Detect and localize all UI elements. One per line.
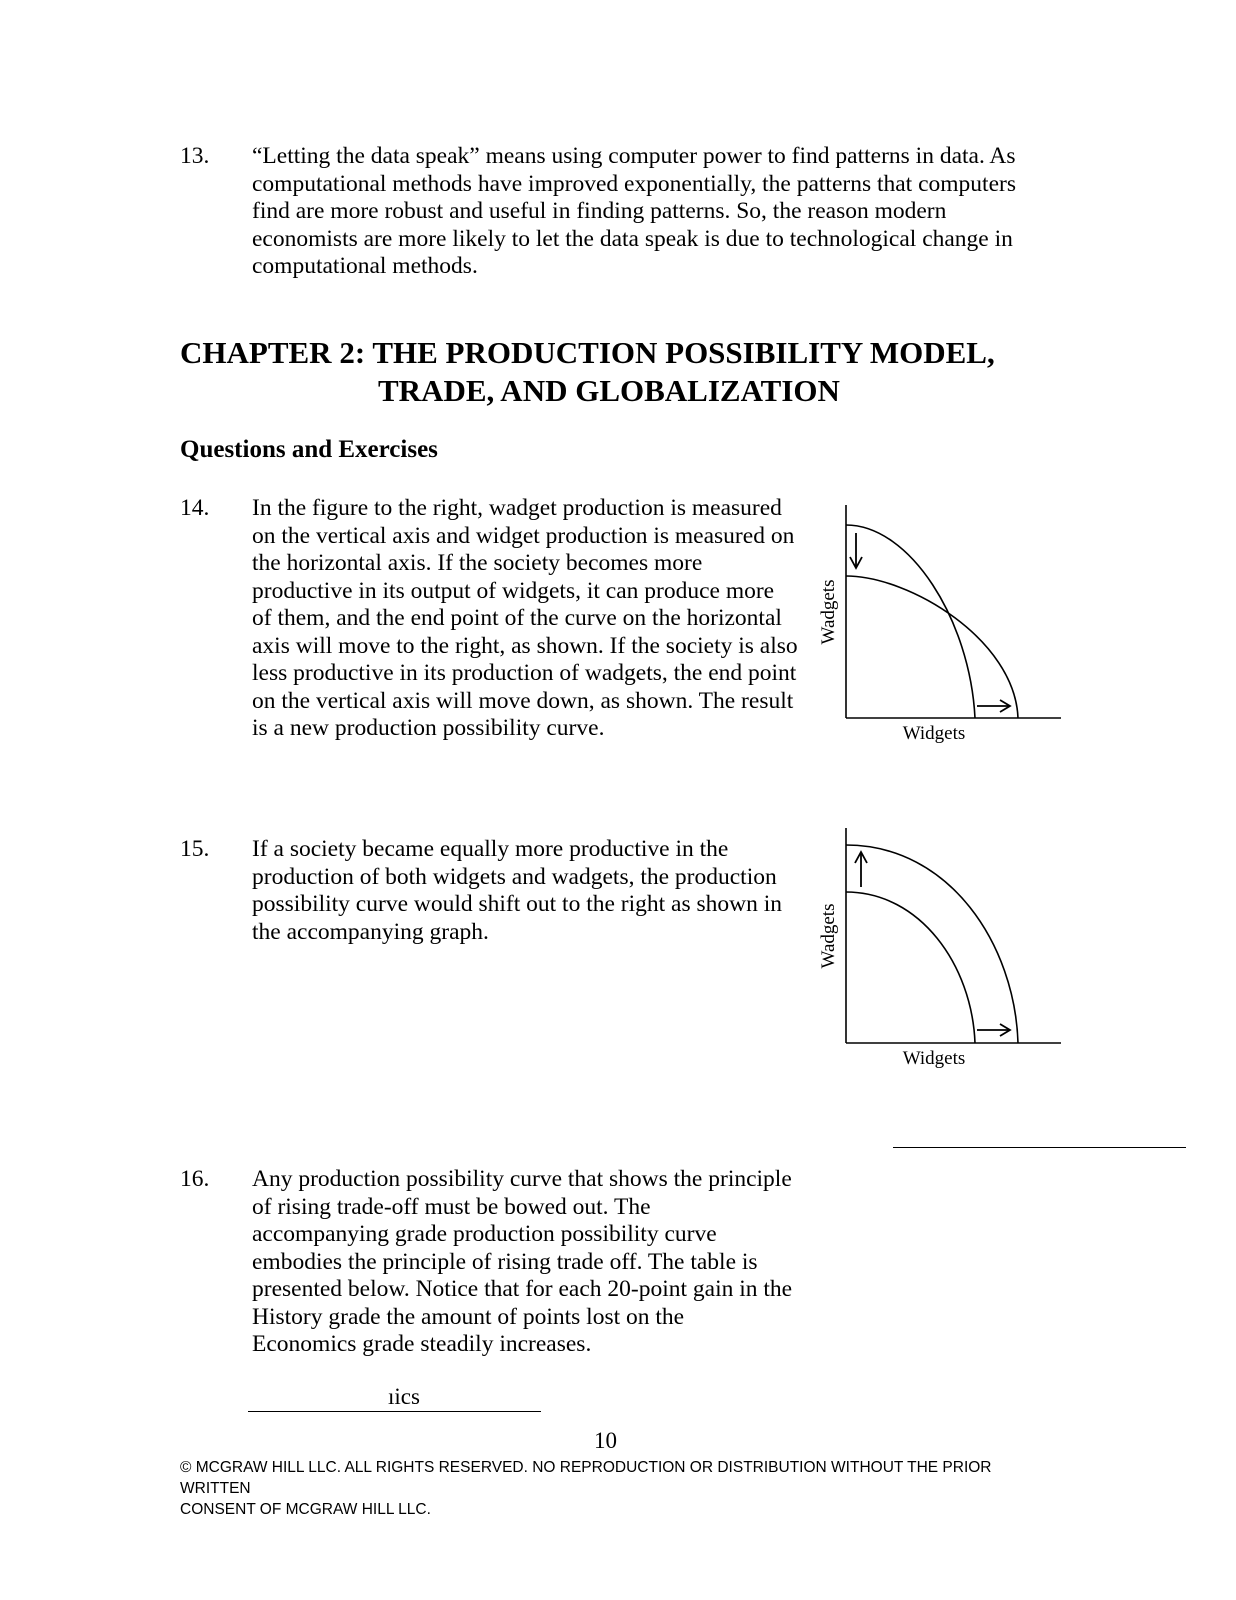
text-line: productive in its output of widgets, it can produce more — [252, 577, 775, 604]
question-number: 13. — [180, 143, 210, 169]
text-line: computational methods have improved exponentially, the patterns that computers — [252, 170, 1016, 197]
text-line: embodies the principle of rising trade off. The table is — [252, 1248, 758, 1275]
section-heading: Questions and Exercises — [180, 436, 438, 463]
text-line: the horizontal axis. If the society becomes more — [252, 550, 703, 576]
question-number: 16. — [180, 1166, 210, 1192]
text-line: of them, and the end point of the curve on the horizontal — [252, 605, 782, 631]
text-line: In the figure to the right, wadget production is measured — [252, 495, 782, 521]
text-line: presented below. Notice that for each 20-point gain in the — [252, 1276, 793, 1302]
text-line: possibility curve would shift out to the right as shown in — [252, 891, 783, 917]
chapter-title — [180, 334, 1030, 410]
text-line: is a new production possibility curve. — [252, 715, 605, 741]
y-axis-label: Wadgets — [818, 579, 839, 645]
copyright-footer — [180, 1457, 1050, 1520]
text-line: accompanying grade production possibility curve — [252, 1221, 717, 1247]
page-number: 10 — [594, 1428, 617, 1453]
question-number: 15. — [180, 836, 210, 862]
footer-line-2: CONSENT OF MCGRAW HILL LLC. — [180, 1501, 431, 1518]
ppc-figure-q14 — [810, 500, 1070, 750]
question-text — [252, 495, 798, 743]
question-text — [252, 836, 782, 946]
text-line: less productive in its production of wadgets, the end point — [252, 660, 797, 686]
up-arrow-icon — [855, 852, 867, 887]
divider-rule — [893, 1147, 1186, 1148]
question-text — [252, 143, 1016, 281]
right-arrow-icon — [977, 700, 1010, 712]
text-line: find are more robust and useful in finding patterns. So, the reason modern — [252, 198, 947, 224]
original-ppc-curve — [846, 525, 975, 718]
text-line: “Letting the data speak” means using computer power to find patterns in data. As — [252, 143, 1016, 169]
ppc-figure-q15 — [810, 825, 1070, 1075]
text-line: production of both widgets and wadgets, the production — [252, 863, 777, 890]
text-line: History grade the amount of points lost on the — [252, 1303, 685, 1330]
right-arrow-icon — [977, 1024, 1010, 1036]
new-ppc-curve — [846, 576, 1018, 718]
text-line: computational methods. — [252, 253, 478, 279]
table-header-fragment: ıics — [388, 1384, 420, 1409]
question-number: 14. — [180, 495, 210, 521]
new-ppc-curve — [846, 845, 1018, 1043]
chapter-title-line-1: CHAPTER 2: THE PRODUCTION POSSIBILITY MODEL, — [180, 335, 995, 370]
table-rule — [248, 1411, 541, 1412]
text-line: on the vertical axis will move down, as shown. The result — [252, 687, 794, 714]
text-line: Any production possibility curve that shows the principle — [252, 1166, 792, 1192]
text-line: axis will move to the right, as shown. If the society is also — [252, 632, 798, 659]
question-text — [252, 1166, 792, 1359]
text-line: Economics grade steadily increases. — [252, 1331, 592, 1357]
x-axis-label: Widgets — [902, 1048, 966, 1069]
text-line: If a society became equally more productive in the — [252, 836, 729, 862]
x-axis-label: Widgets — [902, 723, 966, 744]
text-line: on the vertical axis and widget production is measured on — [252, 522, 795, 549]
original-ppc-curve — [846, 892, 975, 1043]
down-arrow-icon — [850, 533, 862, 568]
text-line: economists are more likely to let the data speak is due to technological change in — [252, 225, 1013, 252]
text-line: of rising trade-off must be bowed out. The — [252, 1193, 651, 1220]
chapter-title-line-2: TRADE, AND GLOBALIZATION — [378, 373, 840, 408]
footer-line-1: © MCGRAW HILL LLC. ALL RIGHTS RESERVED. NO REPRODUCTION OR DISTRIBUTION WITHOUT THE PRIOR WRITTEN — [180, 1459, 992, 1497]
text-line: the accompanying graph. — [252, 918, 489, 945]
y-axis-label: Wadgets — [818, 903, 839, 969]
